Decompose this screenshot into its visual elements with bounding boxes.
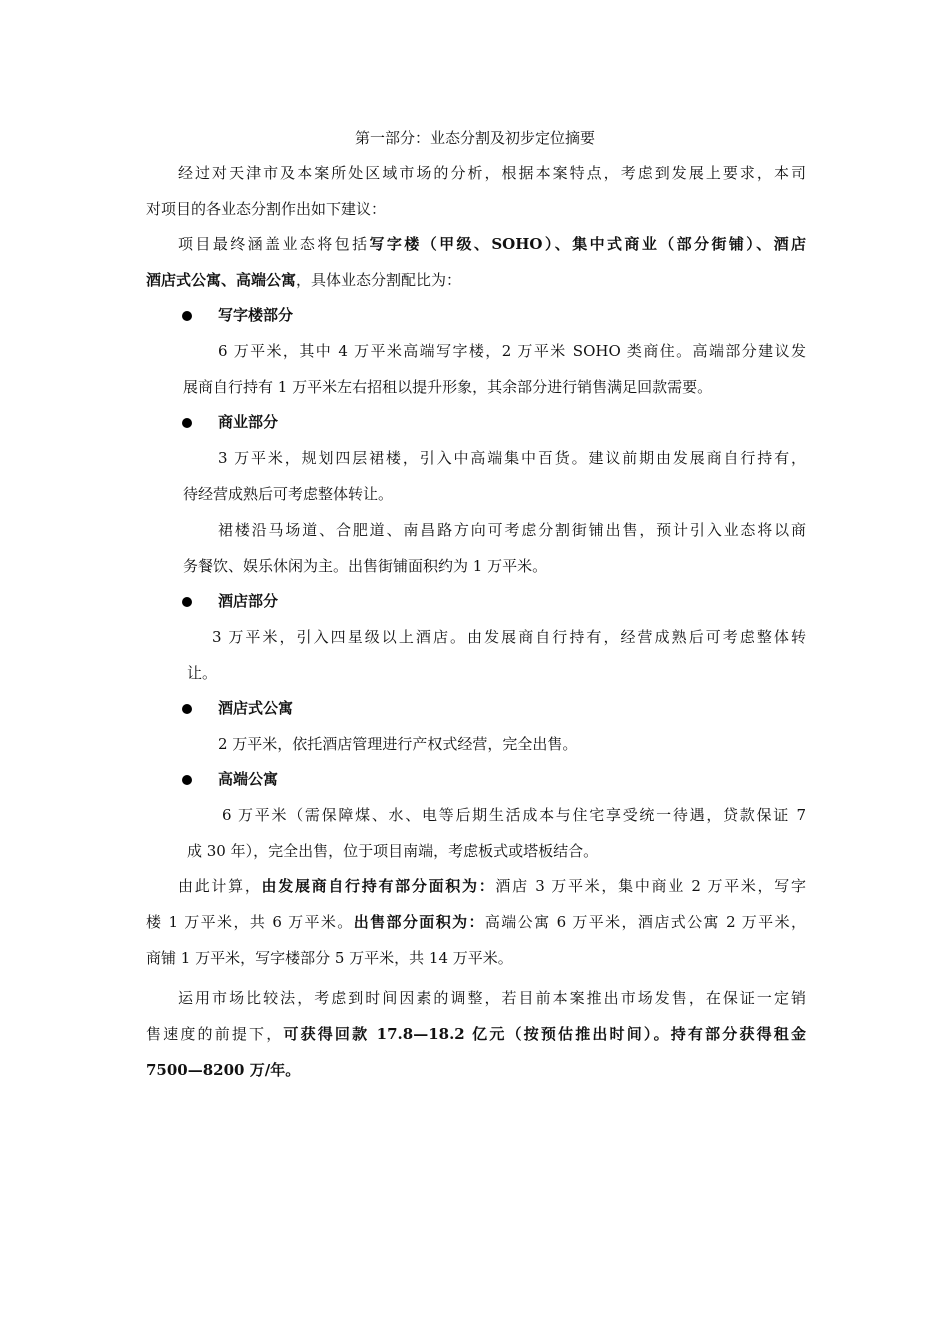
- office-line-2: 展商自行持有 1 万平米左右招租以提升形象，其余部分进行销售满足回款需要。: [183, 378, 713, 396]
- hotel-line-2: 让。: [187, 664, 218, 682]
- conclusion-prefix: 售速度的前提下，: [146, 1025, 284, 1043]
- commercial-line-3: 裙楼沿马场道、合肥道、南昌路方向可考虑分割街铺出售，预计引入业态将以商: [218, 521, 806, 539]
- calc-sold-detail: 高端公寓 6 万平米，酒店式公寓 2 万平米，: [484, 913, 806, 931]
- conclusion-bold-2: 7500—8200 万/年。: [146, 1061, 301, 1079]
- hotel-line-1: 3 万平米，引入四星级以上酒店。由发展商自行持有，经营成熟后可考虑整体转: [212, 628, 806, 646]
- calc-held-detail: 酒店 3 万平米，集中商业 2 万平米，写字: [495, 877, 806, 895]
- calc-prefix: 由此计算，: [178, 877, 262, 895]
- conclusion-line-3: [146, 1060, 806, 1080]
- intro-line-1: 经过对天津市及本案所处区域市场的分析，根据本案特点，考虑到发展上要求，本司: [178, 164, 806, 182]
- commercial-line-2: 待经营成熟后可考虑整体转让。: [183, 485, 394, 503]
- commercial-line-4: 务餐饮、娱乐休闲为主。出售街铺面积约为 1 万平米。: [183, 557, 548, 575]
- conclusion-line-1: 运用市场比较法，考虑到时间因素的调整，若目前本案推出市场发售，在保证一定销: [178, 989, 806, 1007]
- bullet-icon: [182, 418, 192, 428]
- coverage-suffix: ，具体业态分割配比为：: [296, 271, 462, 289]
- coverage-bold-2: 酒店式公寓、高端公寓: [146, 271, 297, 289]
- coverage-bold-1: 写字楼（甲级、SOHO）、集中式商业（部分街铺）、酒店: [369, 235, 806, 253]
- calc-line-2: [146, 912, 806, 932]
- calc-held-total: 楼 1 万平米，共 6 万平米。: [146, 913, 354, 931]
- calc-sold-label: 出售部分面积为：: [353, 913, 485, 931]
- bullet-icon: [182, 775, 192, 785]
- calc-line-3: 商铺 1 万平米，写字楼部分 5 万平米，共 14 万平米。: [146, 949, 513, 967]
- calc-held-label: 由发展商自行持有部分面积为：: [261, 877, 496, 895]
- page-title: 第一部分：业态分割及初步定位摘要: [354, 129, 595, 147]
- intro-line-2: 对项目的各业态分割作出如下建议：: [146, 200, 387, 218]
- premium-apartment-line-2: 成 30 年），完全出售，位于项目南端，考虑板式或塔板结合。: [187, 842, 599, 860]
- serviced-apartment-line-1: 2 万平米，依托酒店管理进行产权式经营，完全出售。: [218, 735, 578, 753]
- coverage-line-2: [146, 270, 806, 290]
- section-heading-commercial: 商业部分: [218, 413, 279, 431]
- section-heading-serviced-apartment: 酒店式公寓: [218, 699, 294, 717]
- section-heading-office: 写字楼部分: [218, 306, 294, 324]
- coverage-line-1: [178, 234, 806, 254]
- section-heading-hotel: 酒店部分: [218, 592, 279, 610]
- premium-apartment-line-1: 6 万平米（需保障煤、水、电等后期生活成本与住宅享受统一待遇，贷款保证 7: [222, 806, 806, 824]
- calc-line-1: [178, 876, 806, 896]
- office-line-1: 6 万平米，其中 4 万平米高端写字楼，2 万平米 SOHO 类商住。高端部分建议发: [218, 342, 806, 360]
- commercial-line-1: 3 万平米，规划四层裙楼，引入中高端集中百货。建议前期由发展商自行持有，: [218, 449, 806, 467]
- section-heading-premium-apartment: 高端公寓: [218, 770, 279, 788]
- bullet-icon: [182, 704, 192, 714]
- bullet-icon: [182, 311, 192, 321]
- conclusion-line-2: [146, 1024, 806, 1044]
- bullet-icon: [182, 597, 192, 607]
- conclusion-bold-1: 可获得回款 17.8—18.2 亿元（按预估推出时间）。持有部分获得租金: [283, 1025, 806, 1043]
- coverage-prefix: 项目最终涵盖业态将包括: [178, 235, 370, 253]
